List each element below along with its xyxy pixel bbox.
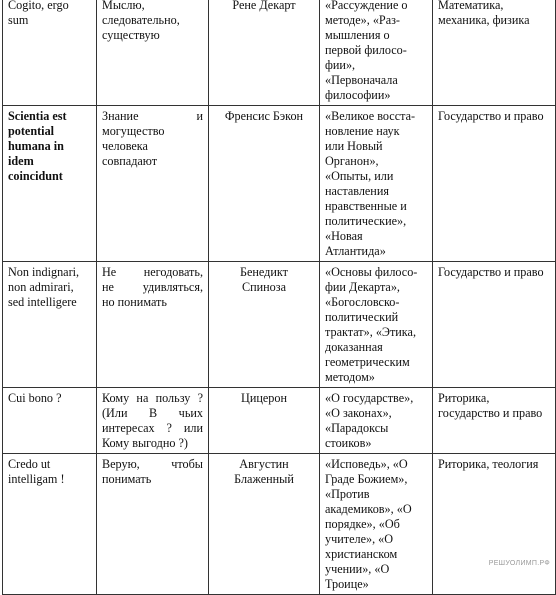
fields-cell (433, 106, 556, 262)
translation-cell (97, 388, 209, 454)
author-cell (209, 388, 320, 454)
motto-line: intelligam ! (8, 472, 65, 486)
works-line: «Опыты, или (325, 169, 394, 183)
author-line: Спиноза (241, 280, 286, 294)
site-watermark: РЕШУОЛИМП.РФ (488, 560, 550, 567)
motto-line: sum (8, 13, 29, 27)
motto-cell (3, 388, 97, 454)
translation-line: Не негодовать, (102, 265, 203, 279)
philosophers-table (2, 0, 556, 595)
fields-cell (433, 388, 556, 454)
translation-line: понимать (102, 472, 152, 486)
motto-line: Non indignari, (8, 265, 80, 279)
motto-cell (3, 454, 97, 595)
author-cell (209, 454, 320, 595)
translation-line: Знание и (102, 109, 203, 123)
motto-cell (3, 262, 97, 388)
translation-line: (Или В чьих (102, 406, 203, 420)
works-line: «Рассуждение о (325, 0, 408, 12)
author-line: Цицерон (241, 391, 287, 405)
fields-cell (433, 0, 556, 106)
works-line: «Основы филосо- (325, 265, 418, 279)
translation-line: следовательно, (102, 13, 180, 27)
works-line: «О законах», (325, 406, 392, 420)
works-line: христианском (325, 547, 398, 561)
works-line: «Против (325, 487, 370, 501)
works-line: академиков», «О (325, 502, 412, 516)
works-line: фии Декарта», (325, 280, 400, 294)
works-cell (320, 388, 433, 454)
works-line: нравственные и (325, 199, 407, 213)
works-line: Атлантида» (325, 244, 386, 258)
author-line: Августин (239, 457, 289, 471)
fields-line: Риторика, теология (438, 457, 539, 471)
table-row (3, 262, 556, 388)
works-cell (320, 0, 433, 106)
translation-cell (97, 454, 209, 595)
motto-line: Cui bono ? (8, 391, 62, 405)
motto-line: Credo ut (8, 457, 51, 471)
works-line: философии» (325, 88, 391, 102)
motto-cell (3, 106, 97, 262)
author-line: Френсис Бэкон (224, 109, 304, 123)
translation-line: могущество (102, 124, 165, 138)
author-line: Бенедикт (240, 265, 288, 279)
author-cell (209, 0, 320, 106)
works-line: «Первоначала (325, 73, 398, 87)
works-line: Граде Божием», (325, 472, 408, 486)
works-line: «Парадоксы (325, 421, 389, 435)
works-line: наставления (325, 184, 389, 198)
author-cell (209, 106, 320, 262)
motto-line: Cogito, ergo (8, 0, 69, 12)
translation-line: существую (102, 28, 160, 42)
translation-line: Кому на пользу ? (102, 391, 203, 405)
works-line: «О государстве», (325, 391, 414, 405)
works-line: политические», (325, 214, 407, 228)
translation-line: но понимать (102, 295, 167, 309)
fields-line: механика, физика (438, 13, 530, 27)
works-line: мышления о (325, 28, 390, 42)
works-line: «Богословско- (325, 295, 400, 309)
fields-line: Риторика, (438, 391, 490, 405)
translation-line: совпадают (102, 154, 158, 168)
works-line: геометрическим (325, 355, 410, 369)
motto-line: Scientia est (8, 109, 67, 123)
motto-line: humana in (8, 139, 64, 153)
works-line: «Исповедь», «О (325, 457, 408, 471)
motto-line: idem (8, 154, 34, 168)
fields-cell (433, 454, 556, 595)
works-line: методе», «Раз- (325, 13, 400, 27)
fields-line: Государство и право (438, 109, 544, 123)
translation-cell (97, 262, 209, 388)
works-line: трактат», «Этика, (325, 325, 417, 339)
fields-line: государство и право (438, 406, 543, 420)
works-line: «Великое восста- (325, 109, 416, 123)
translation-cell (97, 106, 209, 262)
works-line: учении», «О (325, 562, 390, 576)
translation-line: не удивляться, (102, 280, 203, 294)
works-line: Органон», (325, 154, 379, 168)
author-line: Блаженный (234, 472, 294, 486)
table-row (3, 454, 556, 595)
works-line: порядке», «Об (325, 517, 400, 531)
works-line: новление наук (325, 124, 400, 138)
motto-line: sed intelligere (8, 295, 77, 309)
translation-line: интересах ? или (102, 421, 203, 435)
works-line: Троице» (325, 577, 369, 591)
translation-line: человека (102, 139, 148, 153)
fields-cell (433, 262, 556, 388)
works-line: стоиков» (325, 436, 372, 450)
motto-line: potential (8, 124, 55, 138)
table-row (3, 388, 556, 454)
fields-line: Математика, (438, 0, 504, 12)
works-line: первой филосо- (325, 43, 407, 57)
translation-line: Верую, чтобы (102, 457, 203, 471)
translation-line: Мыслю, (102, 0, 145, 12)
translation-cell (97, 0, 209, 106)
motto-cell (3, 0, 97, 106)
author-line: Рене Декарт (232, 0, 296, 12)
translation-line: Кому выгодно ?) (102, 436, 188, 450)
works-line: фии», (325, 58, 356, 72)
author-cell (209, 262, 320, 388)
works-cell (320, 106, 433, 262)
works-line: методом» (325, 370, 375, 384)
motto-line: non admirari, (8, 280, 74, 294)
table-row (3, 106, 556, 262)
fields-line: Государство и право (438, 265, 544, 279)
works-cell (320, 262, 433, 388)
works-line: «Новая (325, 229, 363, 243)
works-line: учителе», «О (325, 532, 394, 546)
works-cell (320, 454, 433, 595)
motto-line: coincidunt (8, 169, 63, 183)
works-line: политический (325, 310, 399, 324)
works-line: доказанная (325, 340, 383, 354)
table-row (3, 0, 556, 106)
works-line: или Новый (325, 139, 383, 153)
